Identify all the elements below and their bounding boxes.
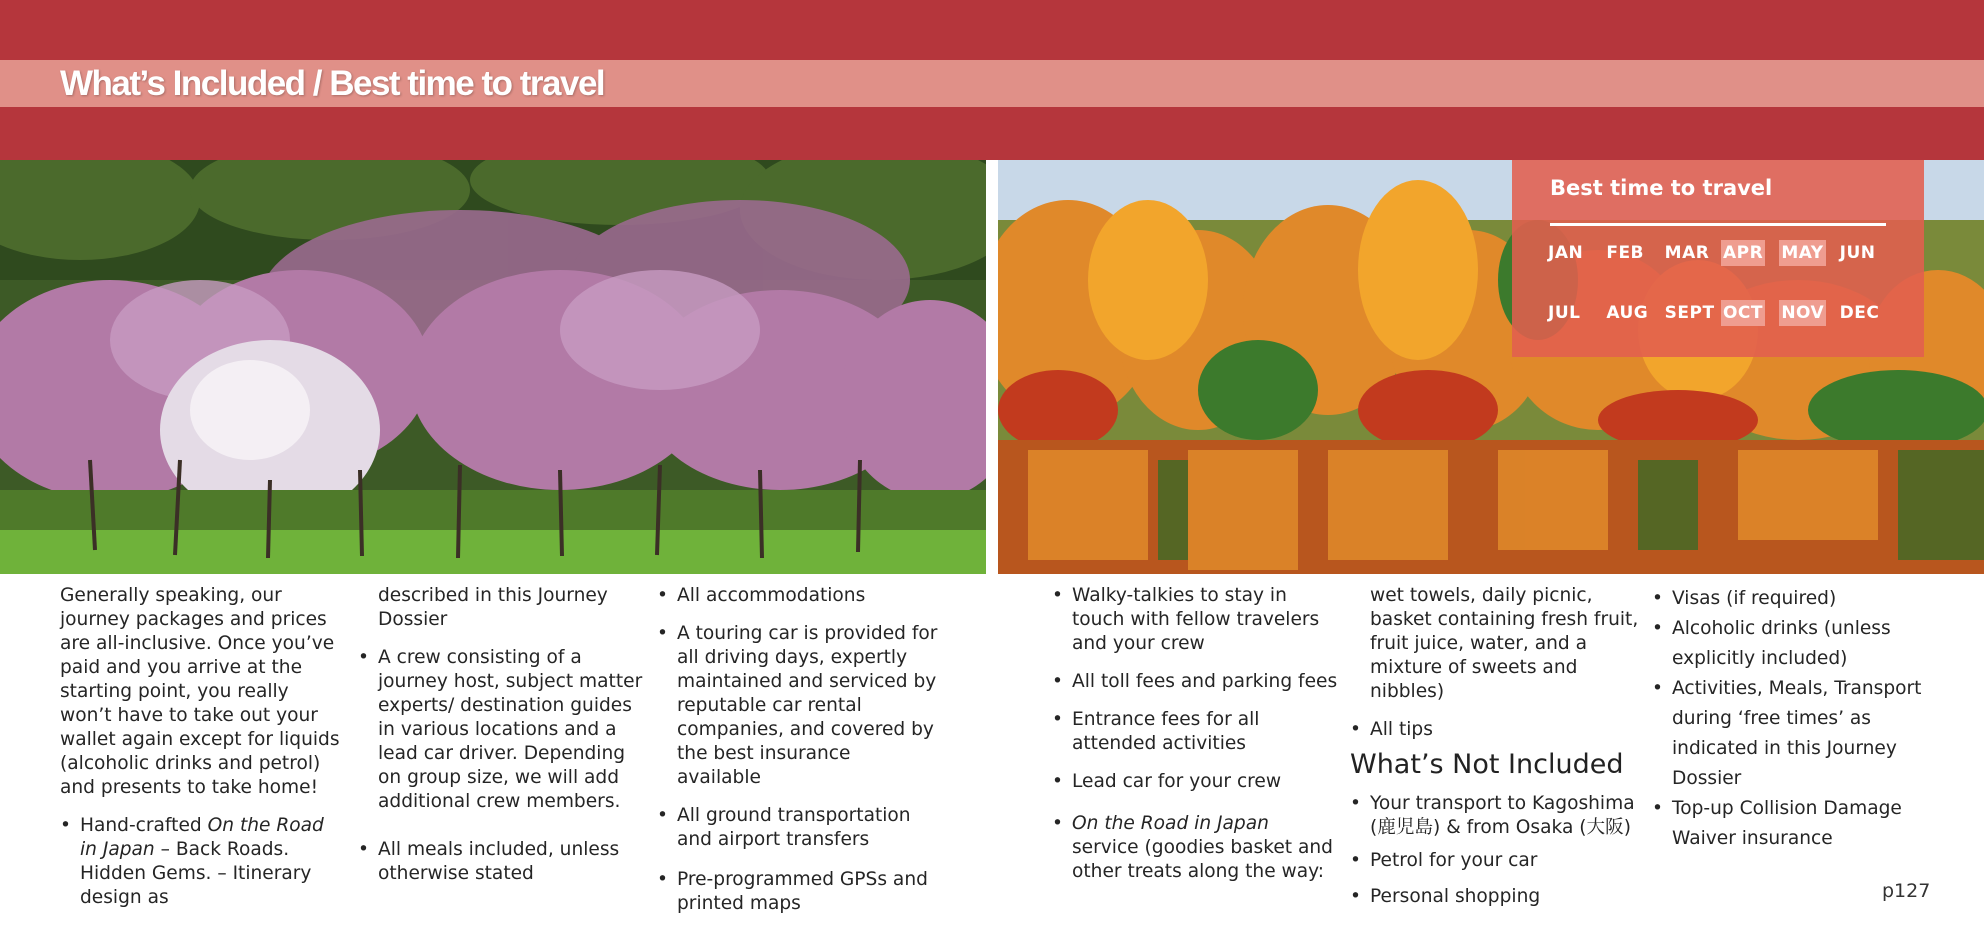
month-grid	[1546, 240, 1896, 326]
page-title: What’s Included / Best time to travel	[60, 64, 605, 103]
list-item: • Activities, Meals, Transport during ‘free times’ as indicated in this Journey Dossier	[1652, 674, 1938, 794]
continued-text: described in this Journey Dossier	[378, 585, 608, 630]
list-item: • Walky-talkies to stay in touch with fellow travelers and your crew	[1052, 584, 1340, 656]
list-item: • Lead car for your crew	[1052, 770, 1340, 794]
list-item: • A touring car is provided for all driving days, expertly maintained and serviced by reputable car rental companies, and covered by the best insurance available	[657, 622, 939, 790]
month-nov: NOV	[1779, 300, 1826, 326]
list-item: • Top-up Collision Damage Waiver insurance	[1652, 794, 1938, 854]
list-item: • Alcoholic drinks (unless explicitly included)	[1652, 614, 1938, 674]
list-item: • Petrol for your car	[1350, 846, 1640, 876]
list-item: • All ground transportation and airport transfers	[657, 804, 939, 852]
page-number: p127	[1882, 880, 1931, 902]
month-aug: AUG	[1606, 303, 1649, 323]
not-included-heading: What’s Not Included	[1350, 749, 1624, 780]
list-item: • All tips	[1350, 718, 1640, 742]
text-column-5	[1350, 584, 1640, 918]
continued-text: wet towels, daily picnic, basket containing fresh fruit, fruit juice, water, and a mixture of sweets and nibbles)	[1370, 585, 1639, 702]
month-oct: OCT	[1721, 300, 1765, 326]
list-item: • All toll fees and parking fees	[1052, 670, 1340, 694]
month-jun: JUN	[1839, 243, 1876, 263]
list-item: • Personal shopping	[1350, 882, 1640, 912]
best-time-panel	[1512, 160, 1924, 357]
list-item: • Visas (if required)	[1652, 584, 1938, 614]
month-sept: SEPT	[1664, 303, 1715, 323]
text-column-1	[60, 584, 342, 924]
text-column-6	[1652, 584, 1938, 854]
month-dec: DEC	[1839, 303, 1880, 323]
panel-divider	[1550, 223, 1886, 226]
list-item: • On the Road in Japan service (goodies basket and other treats along the way:	[1052, 812, 1340, 884]
month-feb: FEB	[1606, 243, 1645, 263]
list-item: • Pre-programmed GPSs and printed maps	[657, 868, 939, 916]
text-column-4	[1052, 584, 1340, 898]
month-may: MAY	[1779, 240, 1825, 266]
plum-blossom-photo	[0, 160, 986, 574]
list-item: • Your transport to Kagoshima (鹿児島) & from Osaka (大阪)	[1350, 792, 1640, 840]
list-item: • All meals included, unless otherwise stated	[358, 838, 644, 886]
intro-paragraph: Generally speaking, our journey packages and prices are all-inclusive. Once you’ve paid and you arrive at the starting point, you really won’t have to take out your wallet again except for liquids (alcoholic drinks and petrol) and presents to take home!	[60, 585, 340, 798]
month-mar: MAR	[1664, 243, 1710, 263]
list-item: • All accommodations	[657, 584, 939, 608]
list-item: • Entrance fees for all attended activities	[1052, 708, 1340, 756]
text-column-2	[358, 584, 644, 900]
month-apr: APR	[1721, 240, 1765, 266]
text-column-3	[657, 584, 939, 930]
month-jan: JAN	[1548, 243, 1584, 263]
list-item: • A crew consisting of a journey host, subject matter experts/ destination guides in various locations and a lead car driver. Depending on group size, we will add additional crew members.	[358, 646, 644, 814]
month-jul: JUL	[1548, 303, 1581, 323]
list-item: • Hand-crafted On the Road in Japan – Back Roads. Hidden Gems. – Itinerary design as	[60, 814, 342, 910]
panel-title: Best time to travel	[1550, 176, 1773, 200]
